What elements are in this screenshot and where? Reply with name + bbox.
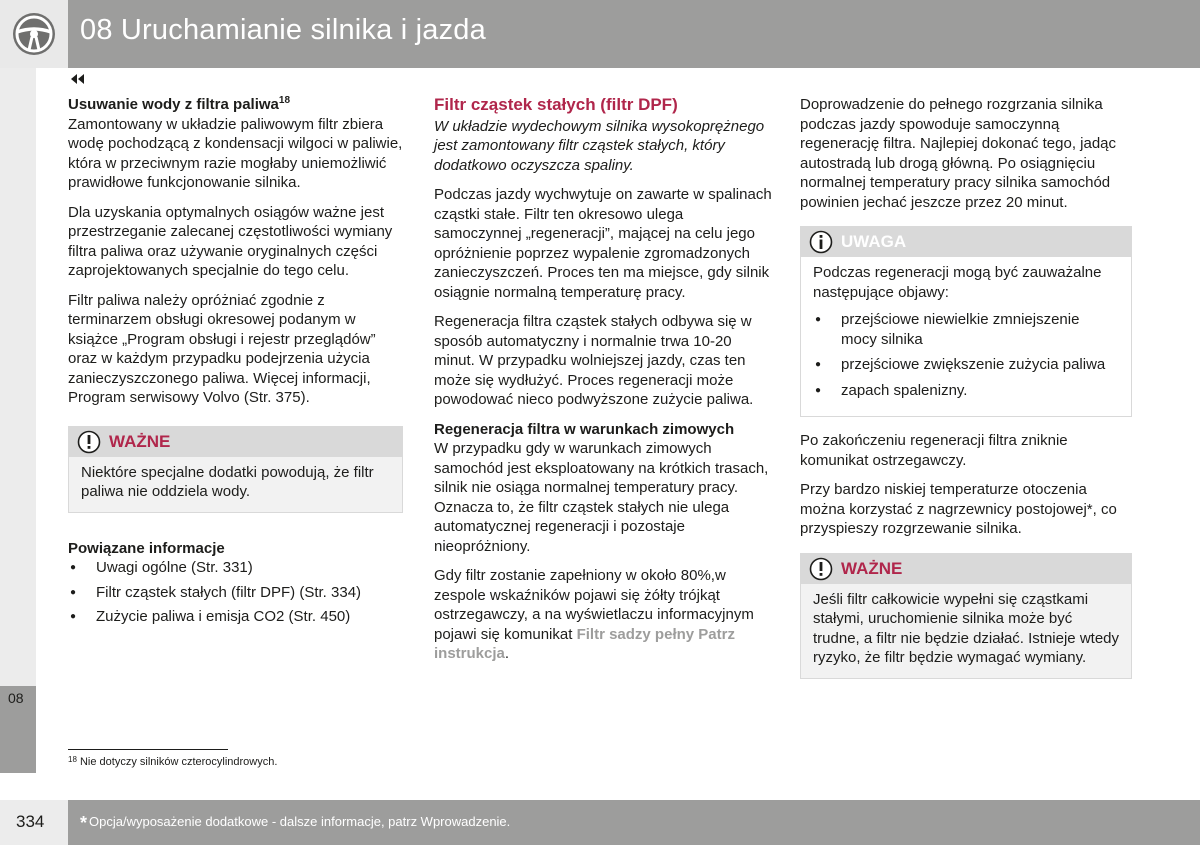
column-right [800, 95, 1132, 689]
list-item: ● zapach spalenizny. [813, 381, 1119, 401]
paragraph: Gdy filtr zostanie zapełniony w około 80%,w zespole wskaźników pojawi się żółty trójkąt ostrzegawczy, a na wyświetlaczu informacyjnym pojawi się komunikat Filtr sadzy pełny Patrz instrukcja. [434, 567, 754, 662]
asterisk-icon: * [80, 813, 88, 833]
list-item: ● przejściowe niewielkie zmniejszenie mocy silnika [813, 310, 1119, 349]
warning-box [800, 553, 1132, 679]
paragraph: Podczas jazdy wychwytuje on zawarte w spalinach cząstki stałe. Filtr ten okresowo ulega samoczynnej „regeneracji”, mającej na celu jego opróżnienie poprzez wypalenie zgromadzonych zanieczyszczeń. Proces ten ma miejsce, gdy silnik osiągnie normalną temperaturę pracy. [434, 186, 772, 301]
info-box-header [801, 227, 1131, 257]
side-tab-background [0, 68, 36, 686]
list-item: ● przejściowe zwiększenie zużycia paliwa [813, 355, 1119, 375]
back-arrows-icon[interactable] [68, 72, 88, 86]
page-number: 334 [16, 812, 45, 831]
paragraph: Zamontowany w układzie paliwowym filtr zbiera wodę pochodzącą z kondensacji wilgoci w paliwie, która w przeciwnym razie mogłaby uniemożliwić prawidłowe funkcjonowanie silnika. [68, 115, 403, 191]
info-box [800, 226, 1132, 417]
chapter-title: 08 Uruchamianie silnika i jazda [80, 14, 486, 46]
lead-paragraph: W układzie wydechowym silnika wysokoprężnego jest zamontowany filtr cząstek stałych, który dodatkowo oczyszcza spaliny. [434, 117, 765, 174]
footnote-marker[interactable]: 18 [278, 95, 291, 106]
related-link[interactable]: ● Uwagi ogólne (Str. 331) [68, 558, 403, 578]
paragraph: Filtr paliwa należy opróżniać zgodnie z terminarzem obsługi okresowej podanym w książce „Program obsługi i rejestr przeglądów” oraz w każdym przypadku podejrzenia użycia zanieczyszczonego paliwa. Więcej informacji, Program serwisowy Volvo (Str. 375). [68, 291, 376, 406]
paragraph: Regeneracja filtra cząstek stałych odbywa się w sposób automatyczny i normalnie trwa 10-20 minut. W przypadku wolniejszej jazdy, czas ten może się wydłużyć. Proces regeneracji może powodować nieco podwyższone zużycie paliwa. [434, 313, 754, 408]
display-message: Filtr sadzy pełny Patrz instrukcja [434, 625, 735, 662]
warning-box-header [69, 427, 402, 457]
info-title: UWAGA [841, 232, 907, 251]
warning-text: Jeśli filtr całkowicie wypełni się cząstkami stałymi, uruchomienie silnika może być trudne, a filtr nie będzie działać. Istnieje wtedy ryzyko, że filtr będzie wymagać wymiany. [813, 590, 1119, 666]
warning-body [801, 584, 1131, 678]
footnote-divider [68, 749, 228, 750]
paragraph: Doprowadzenie do pełnego rozgrzania silnika podczas jazdy spowoduje samoczynną regenerację filtra. Najlepiej dokonać tego, jadąc autostradą lub drogą główną. Po osiągnięciu normalnej temperatury pracy silnika samochód powinien jechać jeszcze przez 20 minut. [800, 96, 1117, 211]
section-heading-dpf: Filtr cząstek stałych (filtr DPF) [434, 95, 678, 114]
sub-heading-winter: Regeneracja filtra w warunkach zimowych [434, 420, 735, 438]
footnote-number: 18 [68, 755, 77, 764]
warning-exclamation-icon [809, 557, 833, 581]
warning-box [68, 426, 403, 513]
paragraph: Po zakończeniu regeneracji filtra zniknie komunikat ostrzegawczy. [800, 432, 1068, 469]
footer-note-text: Opcja/wyposażenie dodatkowe - dalsze informacje, patrz Wprowadzenie. [89, 814, 511, 829]
symptoms-list [813, 310, 1119, 400]
paragraph: Dla uzyskania optymalnych osiągów ważne jest przestrzeganie zalecanej częstotliwości wymiany filtra paliwa oraz używanie oryginalnych części zaprojektowanych specjalnie do tego celu. [68, 203, 393, 279]
warning-exclamation-icon [77, 430, 101, 454]
chapter-side-tab-label: 08 [8, 690, 24, 706]
info-text: Podczas regeneracji mogą być zauważalne następujące objawy: [813, 264, 1102, 301]
warning-text: Niektóre specjalne dodatki powodują, że filtr paliwa nie oddziela wody. [81, 463, 374, 500]
warning-title: WAŻNE [109, 431, 171, 451]
related-links-list [68, 558, 403, 627]
paragraph: W przypadku gdy w warunkach zimowych samochód jest eksploatowany na krótkich trasach, silnik nie osiąga normalnej temperatury pracy. Oznacza to, że filtr cząstek stałych nie ulega automatycznej regeneracji i pozostaje nieopróżniony. [434, 440, 769, 555]
info-body [801, 257, 1131, 416]
footnote [68, 756, 277, 768]
footer-note [80, 813, 510, 834]
related-link[interactable]: ● Filtr cząstek stałych (filtr DPF) (Str. 334) [68, 583, 403, 603]
footnote-text: Nie dotyczy silników czterocylindrowych. [79, 756, 278, 768]
column-left [68, 95, 403, 632]
warning-body [69, 457, 402, 512]
info-icon [809, 230, 833, 254]
warning-box-header [801, 554, 1131, 584]
paragraph: Przy bardzo niskiej temperaturze otoczenia można korzystać z nagrzewnicy postojowej*, co przyspieszy rozgrzewanie silnika. [800, 481, 1117, 537]
warning-title: WAŻNE [841, 558, 903, 578]
column-middle [434, 95, 772, 674]
section-heading-water-removal: Usuwanie wody z filtra paliwa$^{18}$ [68, 95, 291, 113]
related-link[interactable]: ● Zużycie paliwa i emisja CO2 (Str. 450) [68, 607, 403, 627]
related-info-heading: Powiązane informacje [68, 539, 225, 557]
steering-wheel-icon [11, 11, 57, 57]
chapter-icon-box [0, 0, 68, 68]
